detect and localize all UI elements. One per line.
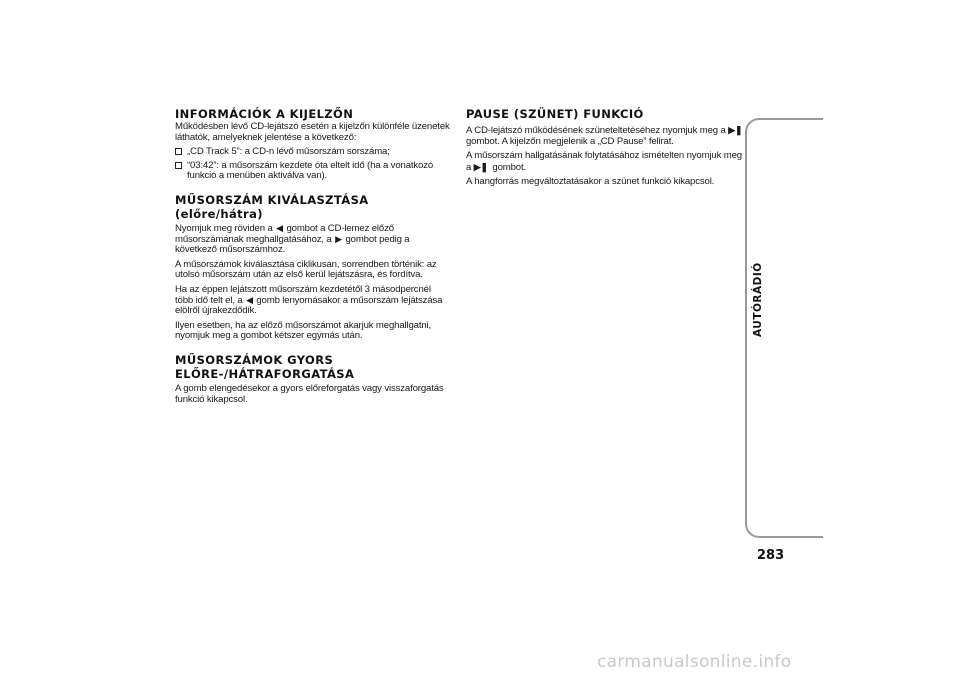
text-fragment: Nyomjuk meg röviden a <box>175 222 273 234</box>
paragraph <box>175 224 450 256</box>
paragraph <box>466 125 746 147</box>
section-title-display-info: INFORMÁCIÓK A KIJELZŐN <box>175 107 354 121</box>
section-display-info <box>175 108 450 182</box>
text-fragment: gombot. <box>492 161 527 173</box>
paragraph: A hangforrás megváltoztatásakor a szünet funkció kikapcsol. <box>466 176 715 188</box>
right-column <box>466 108 746 200</box>
checkbox-bullet-icon <box>175 148 182 155</box>
left-column <box>175 108 450 417</box>
text-fragment: A műsorszám hallgatásának folytatásához ismételten nyomjuk meg a <box>466 150 742 173</box>
paragraph: Ilyen esetben, ha az előző műsorszámot akarjuk meghallgatni, nyomjuk meg a gombot kétszer egymás után. <box>175 319 432 342</box>
list-item-text: “03:42”: a műsorszám kezdete óta eltelt idő (ha a vonatkozó funkció a menüben aktiválva van). <box>187 159 434 182</box>
paragraph <box>175 285 450 317</box>
section-subtitle-track-select: (előre/hátra) <box>175 206 263 221</box>
list-item-text: „CD Track 5”: a CD-n lévő műsorszám sorszáma; <box>187 146 390 158</box>
prev-arrow-icon: ◀ <box>246 294 253 305</box>
paragraph: A műsorszámok kiválasztása ciklikusan, sorrendben történik: az utolsó műsorszám után az első kerül lejátszásra, és fordítva. <box>175 258 437 281</box>
section-track-select <box>175 194 450 342</box>
checkbox-bullet-icon <box>175 162 182 169</box>
play-pause-icon: ▶❚ <box>728 125 743 135</box>
section-title-pause: PAUSE (SZÜNET) FUNKCIÓ <box>466 107 644 121</box>
text-fragment: gombot. A kijelzőn megjelenik a „CD Pause” felirat. <box>466 135 674 147</box>
text-fragment: Ha az éppen lejátszott műsorszám kezdetétől 3 másodpercnél több idő telt el, a <box>175 283 431 306</box>
text-fragment: gombot pedig a következő műsorszámhoz. <box>175 233 410 256</box>
section-title-track-select: MŰSORSZÁM KIVÁLASZTÁSA <box>175 192 369 207</box>
paragraph: Működésben lévő CD-lejátszó esetén a kijelzőn különféle üzenetek láthatók, amelyeknek jelentése a következő: <box>175 121 450 143</box>
section-title-fast-forward: MŰSORSZÁMOK GYORS <box>175 352 334 367</box>
paragraph: A gomb elengedésekor a gyors előreforgatás vagy visszaforgatás funkció kikapcsol. <box>175 382 444 405</box>
section-subtitle-fast-forward: ELŐRE-/HÁTRAFORGATÁSA <box>175 366 355 381</box>
text-fragment: A CD-lejátszó működésének szüneteltetéséhez nyomjuk meg a <box>466 125 726 136</box>
section-pause <box>466 108 746 188</box>
next-arrow-icon: ▶ <box>335 233 342 244</box>
list-item <box>175 147 450 158</box>
text-fragment: gombot a CD-lemez előző műsorszámának meghallgatásához, a <box>175 222 394 245</box>
play-pause-icon: ▶❚ <box>473 161 488 172</box>
watermark: carmanualsonline.info <box>597 652 792 672</box>
paragraph <box>466 151 746 173</box>
list-item <box>175 161 450 182</box>
chapter-tab-label: AUTÓRÁDIÓ <box>752 262 764 337</box>
text-fragment: gomb lenyomásakor a műsorszám lejátszása elölről újrakezdődik. <box>175 294 443 317</box>
section-fast-forward <box>175 354 450 405</box>
prev-arrow-icon: ◀ <box>276 222 283 233</box>
page-number: 283 <box>757 548 785 563</box>
